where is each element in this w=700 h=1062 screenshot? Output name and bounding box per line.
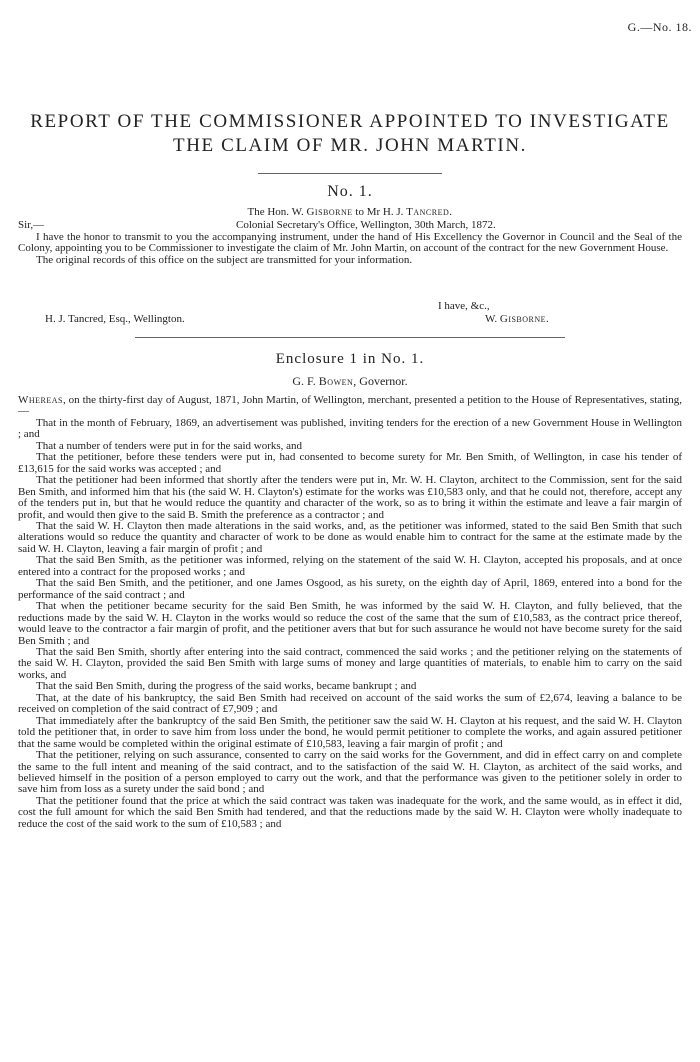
page-identifier: G.—No. 18.: [627, 20, 692, 34]
enclosure-paragraph: That the petitioner had been informed that shortly after the tenders were put in, Mr. W. H. Clayton, architect to the Commission, sent for the said Ben Smith, and informed him that his (the said W. H. Clayton's) estimate for the works was £10,583 only, and that he could not, therefore, accept any of the tenders put in, but that he would reduce the quantity and character of the work, so as to bring it within the estimate and leave a fair margin of profit, and would then give to the said B. Smith the preference as a contractor ; and: [18, 474, 682, 521]
enclosure-paragraph: Whereas, on the thirty-first day of August, 1871, John Martin, of Wellington, merchant, presented a petition to the House of Representatives, stating,—: [18, 394, 682, 418]
letter-paragraph: The original records of this office on the subject are transmitted for your information.: [36, 253, 413, 266]
salutation: Sir,—: [18, 219, 45, 231]
divider: [258, 173, 442, 174]
addressee: H. J. Tancred, Esq., Wellington.: [45, 313, 185, 325]
enclosure-paragraph: That, at the date of his bankruptcy, the said Ben Smith had received on account of the said works the sum of £2,674, leaving a balance to be received on completion of the said contract of £7,909 ; and: [18, 691, 682, 716]
letter-paragraph: I have the honor to transmit to you the accompanying instrument, under the hand of His Excellency the Governor in Council and the Seal of the Colony, appointing you to be Commissioner to investigate the claim of Mr. John Martin, on account of the contract for the new Government House.: [18, 231, 682, 255]
enclosure-paragraph: That immediately after the bankruptcy of the said Ben Smith, the petitioner saw the said W. H. Clayton at his request, and the said W. H. Clayton told the petitioner that, in order to save him from loss under the bond, he would permit petitioner to complete the works, and again assured petitioner that the same would be completed within the original estimate of £10,583, leaving a fair margin of profit ; and: [18, 714, 682, 750]
section-number: No. 1.: [327, 183, 373, 200]
title-line-1: REPORT OF THE COMMISSIONER APPOINTED TO INVESTIGATE: [30, 111, 670, 132]
divider: [135, 337, 565, 338]
enclosure-paragraph: That the petitioner found that the price at which the said contract was taken was inadequate for the work, and the same would, as in effect it did, cost the full amount for which the said Ben Smith had tendered, and that the reductions made by the said W. H. Clayton were wholly inadequate to reduce the cost of the said work to the sum of £10,583 ; and: [18, 794, 682, 830]
enclosure-heading: Enclosure 1 in No. 1.: [275, 351, 425, 367]
enclosure-paragraph: That the said Ben Smith, during the progress of the said works, became bankrupt ; and: [36, 680, 417, 693]
title-line-2: THE CLAIM OF MR. JOHN MARTIN.: [172, 135, 528, 156]
report-title: [0, 110, 700, 158]
letter-dateline: Colonial Secretary's Office, Wellington, 30th March, 1872.: [236, 219, 496, 231]
enclosure-paragraph: That the said Ben Smith, as the petitioner was informed, relying on the statement of the said W. H. Clayton, accepted his proposals, and at once entered into a contract for the proposed works ; and: [18, 554, 682, 578]
enclosure-paragraph: That a number of tenders were put in for the said works, and: [36, 439, 303, 452]
enclosure-paragraph: That the petitioner, relying on such assurance, consented to carry on the said works for the Government, and did in effect carry on and complete the same to the full intent and meaning of the said contract, and to the satisfaction of the said W. H. Clayton, as architect of the said works, and believed himself in the position of a person employed to carry out the work, and that the performance was given to the petitioner solely in order to save him from loss as a surety under the said bond ; and: [18, 749, 682, 796]
closing: I have, &c.,: [438, 300, 490, 312]
letter-body: [18, 232, 682, 266]
signature: W. Gisborne.: [485, 313, 550, 325]
letter-heading: The Hon. W. Gisborne to Mr H. J. Tancred.: [247, 206, 453, 218]
enclosure-paragraph: That the said Ben Smith, and the petitioner, and one James Osgood, as his surety, on the eighth day of April, 1869, entered into a bond for the performance of the said contract ; and: [18, 577, 682, 601]
enclosure-paragraph: That when the petitioner became security for the said Ben Smith, he was informed by the said W. H. Clayton, and fully believed, that the reductions made by the said W. H. Clayton in the works would so reduce the cost of the same that the sum of £10,583, as the contract price thereof, would leave to the contractor a fair margin of profit, and the petitioner avers that but for such assurance he would not have become surety for the said Ben Smith ; and: [18, 600, 682, 647]
enclosure-paragraph: That the said Ben Smith, shortly after entering into the said contract, commenced the said works ; and the petitioner relying on the statements of the said W. H. Clayton, provided the said Ben Smith with large sums of money and large quantities of materials, to enable him to carry on the said works, and: [18, 645, 682, 681]
enclosure-paragraph: That in the month of February, 1869, an advertisement was published, inviting tenders for the erection of a new Government House in Wellington ; and: [18, 416, 682, 441]
enclosure-body: [18, 395, 682, 830]
enclosure-subheading: G. F. Bowen, Governor.: [292, 374, 408, 388]
enclosure-paragraph: That the petitioner, before these tenders were put in, had consented to become surety for Mr. Ben Smith, of Wellington, in case his tender of £13,615 for the said works was accepted ; and: [18, 451, 682, 475]
enclosure-paragraph: That the said W. H. Clayton then made alterations in the said works, and, as the petitioner was informed, stated to the said Ben Smith that such alterations would so reduce the quantity and character of work to be done as would enable him to contract for the same at the estimate made by the said W. H. Clayton, leaving a fair margin of profit ; and: [18, 519, 682, 555]
